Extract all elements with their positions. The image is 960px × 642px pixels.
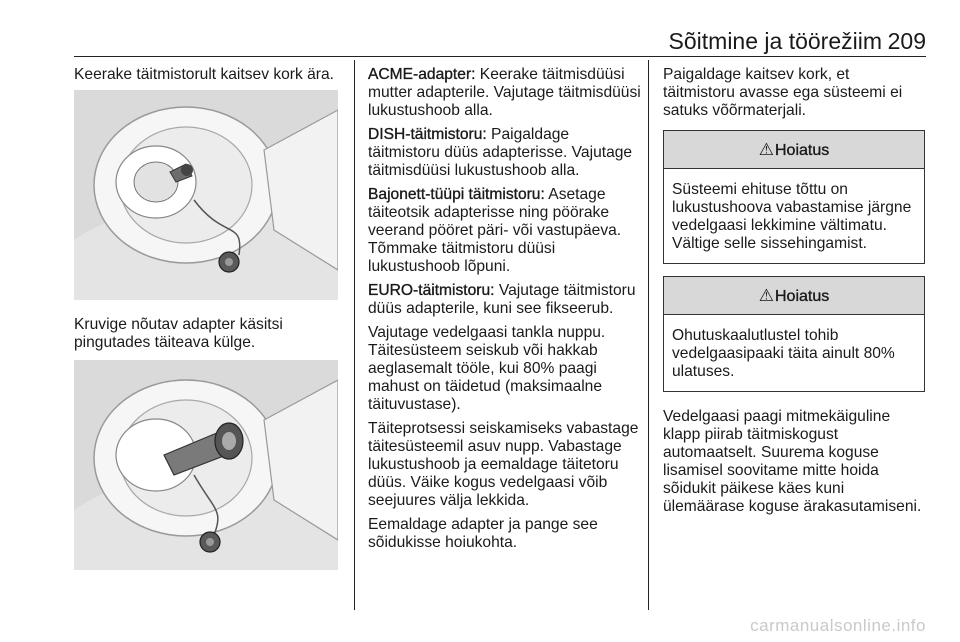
term-label: EURO-täitmistoru: — [368, 282, 495, 299]
warning-text: Süsteemi ehituse tõttu on lukustushoova vabastamise järgne vedelgaasi lekkimine vältimatu. Vältige selle sissehingamist. — [672, 181, 912, 252]
column-divider — [648, 60, 649, 610]
term-text: Asetage täiteotsik adapterisse ning pöörake veerand pööret päri- või vastupäeva. Tõmmake täitmistoru düüsi lukustushoob lõpuni. — [368, 186, 622, 275]
warning-box — [663, 130, 925, 264]
term-label: DISH-täitmistoru: — [368, 126, 487, 143]
paragraph: Keerake täitmistorult kaitsev kork ära. — [74, 66, 334, 83]
page-number: 209 — [887, 28, 926, 54]
column-2 — [368, 66, 642, 558]
adapter-illustration — [74, 360, 338, 570]
warning-label: Hoiatus — [775, 142, 830, 159]
figure-fuel-cap-removed — [74, 90, 338, 300]
figure-adapter-installed — [74, 360, 338, 570]
header-divider — [74, 56, 926, 57]
term-text: Vajutage täitmistoru düüs adapterile, kuni see fikseerub. — [368, 282, 636, 317]
term-text: Keerake täitmisdüüsi mutter adapterile. Vajutage täitmisdüüsi lukustushoob alla. — [368, 66, 641, 119]
paragraph-bajonett — [368, 186, 642, 276]
paragraph-dish — [368, 126, 642, 180]
warning-triangle-icon: ⚠ — [758, 286, 774, 305]
page-title: Sõitmine ja töörežiim — [668, 28, 882, 54]
term-text: Paigaldage täitmistoru düüs adapterisse. Vajutage täitmisdüüsi lukustushoob alla. — [368, 126, 633, 179]
paragraph-euro — [368, 282, 642, 318]
column-3 — [663, 66, 925, 522]
warning-header — [664, 131, 924, 169]
warning-triangle-icon: ⚠ — [758, 140, 774, 159]
paragraph: Vedelgaasi paagi mitmekäiguline klapp piirab täitmiskogust automaatselt. Suurema koguse lisamisel soovitame mitte hoida sõidukit päikese käes kuni ülemäärase koguse ärakasutamiseni. — [663, 408, 922, 515]
warning-text: Ohutuskaalutlustel tohib vedelgaasipaaki täita ainult 80% ulatuses. — [672, 327, 895, 380]
term-label: Bajonett-tüüpi täitmistoru: — [368, 186, 545, 203]
column-divider — [354, 60, 355, 610]
paragraph-acme — [368, 66, 642, 120]
column-1 — [74, 66, 344, 570]
warning-label: Hoiatus — [775, 288, 830, 305]
paragraph: Täiteprotsessi seiskamiseks vabastage täitesüsteemil asuv nupp. Vabastage lukustushoob ja eemaldage täitetoru düüs. Väike kogus vedelgaasi võib seejuures välja lekkida. — [368, 420, 639, 509]
fuel-filler-illustration — [74, 90, 338, 300]
watermark: carmanualsonline.info — [750, 616, 926, 635]
warning-box — [663, 276, 925, 392]
paragraph: Paigaldage kaitsev kork, et täitmistoru avasse ega süsteemi ei satuks võõrmaterjali. — [663, 66, 903, 119]
paragraph: Vajutage vedelgaasi tankla nuppu. Täitesüsteem seiskub või hakkab aeglasemalt tööle, kui 80% paagi mahust on täidetud (maksimaalne täituvustase). — [368, 324, 606, 413]
warning-header — [664, 277, 924, 315]
term-label: ACME-adapter: — [368, 66, 476, 83]
figure-caption: Kruvige nõutav adapter käsitsi pingutades täiteava külge. — [74, 316, 283, 351]
paragraph: Eemaldage adapter ja pange see sõidukisse hoiukohta. — [368, 516, 598, 551]
